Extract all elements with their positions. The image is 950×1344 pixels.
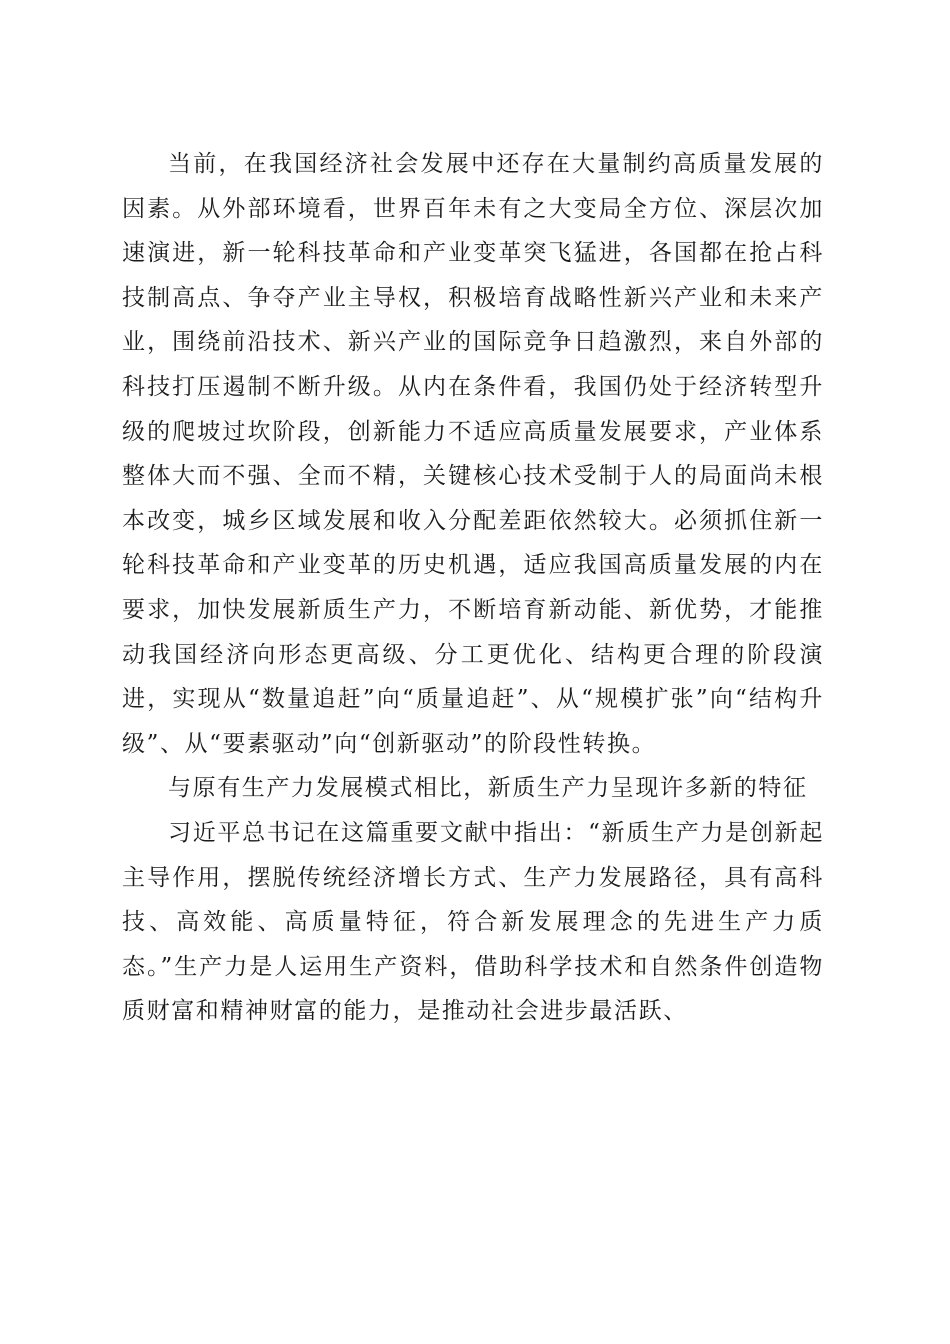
paragraph-new-features-heading: 与原有生产力发展模式相比，新质生产力呈现许多新的特征 [168, 775, 808, 802]
paragraph-xi-quote: 习近平总书记在这篇重要文献中指出：“新质生产力是创新起主导作用，摆脱传统经济增长方式、生产力发展路径，具有高科技、高效能、高质量特征，符合新发展理念的先进生产力质态。”生产力是人运用生产资料，借助科学技术和自然条件创造物质财富和精神财富的能力，是推动社会进步最活跃、 [122, 819, 824, 1025]
document-body [122, 142, 824, 1034]
paragraph-development-factors: 当前，在我国经济社会发展中还存在大量制约高质量发展的因素。从外部环境看，世界百年未有之大变局全方位、深层次加速演进，新一轮科技革命和产业变革突飞猛进，各国都在抢占科技制高点、争夺产业主导权，积极培育战略性新兴产业和未来产业，围绕前沿技术、新兴产业的国际竞争日趋激烈，来自外部的科技打压遏制不断升级。从内在条件看，我国仍处于经济转型升级的爬坡过坎阶段，创新能力不适应高质量发展要求，产业体系整体大而不强、全而不精，关键核心技术受制于人的局面尚未根本改变，城乡区域发展和收入分配差距依然较大。必须抓住新一轮科技革命和产业变革的历史机遇，适应我国高质量发展的内在要求，加快发展新质生产力，不断培育新动能、新优势，才能推动我国经济向形态更高级、分工更优化、结构更合理的阶段演进，实现从“数量追赶”向“质量追赶”、从“规模扩张”向“结构升级”、从“要素驱动”向“创新驱动”的阶段性转换。 [122, 151, 824, 757]
